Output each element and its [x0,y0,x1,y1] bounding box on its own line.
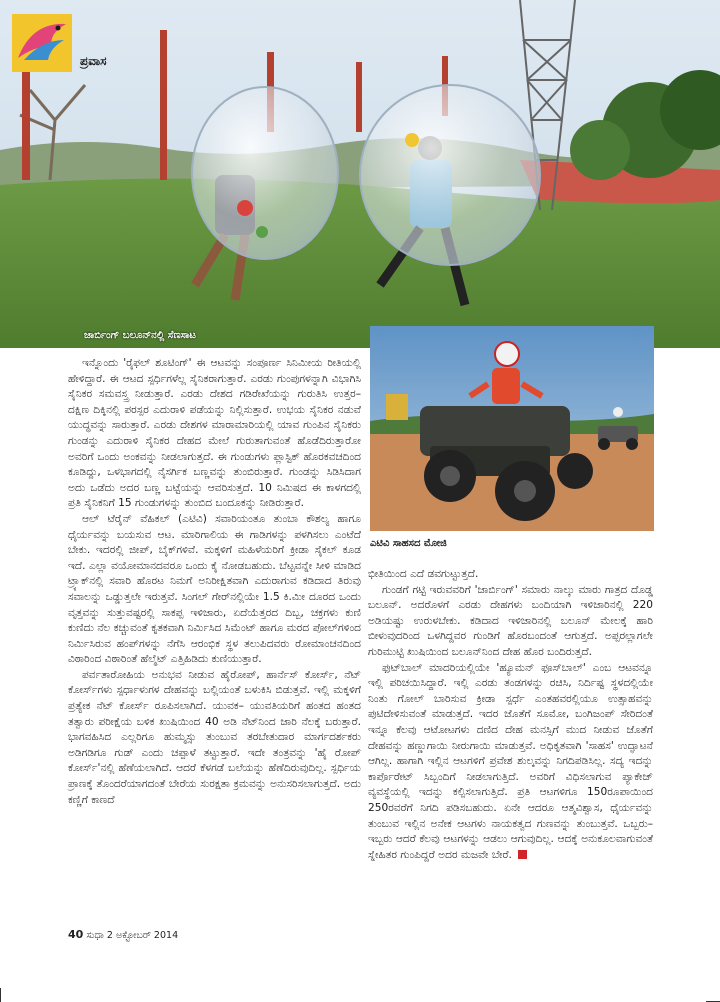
atv-photo [370,326,654,531]
zorbing-photo-art [0,0,720,348]
article-column-1 [68,356,361,808]
article-paragraph: ಪರ್ವತಾರೋಹಿಯ ಅನುಭವ ನೀಡುವ ಹೈರೋಪ್, ಹಾರ್ನೆಸ್ ಕೋರ್ಸ್, ನೆಟ್ ಕೋರ್ಸ್‌ಗಳು ಸ್ಪರ್ಧಾಳುಗಳ ದೇಹವನ್ನು ಬಲ್ಲಿಯಂತೆ ಬಳುಕಿಸಿ ಬಿಡುತ್ತವೆ. ಇಲ್ಲಿ ಮಕ್ಕಳಿಗೆ ಪ್ರತ್ಯೇಕ ನೆಟ್ ಕೋರ್ಸ್ ರೂಪಿಸಲಾಗಿದೆ. ಯುವಕ– ಯುವತಿಯರಿಗೆ ಹಂತದ ಹಂತದ ತತ್ವಾರು ಪರೀಕ್ಷೆಯ ಬಳಿಕ ಖುಷಿಯಿಂದ 40 ಅಡಿ ನೆಟ್‌ನಿಂದ ಜಾರಿ ನೆಲಕ್ಕೆ ಬರುತ್ತಾರೆ. ಭಾಗವಹಿಸಿದ ಎಲ್ಲರಿಗೂ ಹುಮ್ಮಸ್ಸು ತುಂಬುವ ತರಬೇತುದಾರ ಮಾರ್ಗದರ್ಶಕರು ಅಡಿಗಡಿಗೂ ಗುಡ್ ಎಂದು ಚಪ್ಪಾಳೆ ತಟ್ಟುತ್ತಾರೆ. ಇದೇ ತಂತ್ರವನ್ನು 'ಹೈ ರೋಪ್ ಕೋರ್ಸ್'ನಲ್ಲಿ ಹೆಣೆಯಲಾಗಿದೆ. ಆದರೆ ಕೆಳಗಡೆ ಬಲೆಯನ್ನು ಹೆಣೆದಿರುವುದಿಲ್ಲ. ಸ್ಪರ್ಧಿಯ ಪ್ರಾಣಕ್ಕೆ ತೊಂದರೆಯಾಗದಂತೆ ಬೇರೆಯ ಸುರಕ್ಷತಾ ಕ್ರಮವನ್ನು ಅನುಸರಿಸಲಾಗುತ್ತದೆ. ಅದು ಕಣ್ಣಿಗೆ ಕಾಣದೆ [68,668,361,806]
article-column-2 [368,567,653,863]
article-paragraph: ಗುಂಡಗೆ ಗಟ್ಟಿ ಇರುವವರಿಗೆ 'ಜಾರ್ಬಿಂಗ್' ಸಮಾರು ನಾಲ್ಕು ಮಾರು ಗಾತ್ರದ ದೊಡ್ಡ ಬಲೂನ್. ಅದರೊಳಗೆ ಎರಡು ದೇಹಗಳು ಬಂದಿಯಾಗಿ ಇಳಿಜಾರಿನಲ್ಲಿ 220 ಅಡಿಯಷ್ಟು ಉರುಳಬೇಕು. ಕಡಿದಾದ ಇಳಿಜಾರಿನಲ್ಲಿ ಬಲೂನ್ ಮೇಲಕ್ಕೆ ಹಾರಿ ಬೀಳುವುದರಿಂದ ಒಳಗಿದ್ದವರ ಗುಂಡಿಗೆ ಹೊರಬಂದಂತೆ ಆಗುತ್ತದೆ. ಅಪ್ಪರಲ್ಲಾಗಲೇ ಗುರಿಮುಟ್ಟಿ ಖುಷಿಯಿಂದ ಬಲೂನ್‌ನಿಂದ ದೇಹ ಹೊರ ಬಂದಿರುತ್ತದೆ. [368,583,653,658]
article-paragraph: ಇನ್ನೊಂದು 'ರೈಫಲ್ ಶೂಟಿಂಗ್' ಈ ಆಟವನ್ನು ಸಂಪೂರ್ಣ ಸಿನಿಮೀಯ ರೀತಿಯಲ್ಲಿ ಹೇಳಿದ್ದಾರೆ. ಈ ಆಟದ ಸ್ಪರ್ಧಿಗಳೆಲ್ಲ ಸೈನಿಕರಾಗುತ್ತಾರೆ. ಎರಡು ಗುಂಪುಗಳನ್ನಾಗಿ ವಿಭಾಗಿಸಿ ಸೈನಿಕರ ಸಮವಸ್ತ್ರ ನೀಡುತ್ತಾರೆ. ಎರಡು ದೇಶದ ಗಡಿರೇಖೆಯನ್ನು ಗುರುತಿಸಿ ಉತ್ತರ– ದಕ್ಷಿಣ ದಿಕ್ಕಿನಲ್ಲಿ ಪರಸ್ಪರ ಎದುರಾಳಿ ಪಡೆಯನ್ನು ನಿಲ್ಲಿಸುತ್ತಾರೆ. ಉಭಯ ಸೈನಿಕರ ನಡುವೆ ಯುದ್ಧವನ್ನು ಸಾರುತ್ತಾರೆ. ಎರಡು ದೇಶಗಳ ಮಾರಾಮಾರಿಯಲ್ಲಿ ಯಾವ ಗುಂಪಿನ ಸೈನಿಕರು ಗುಂಡನ್ನು ಎದುರಾಳಿ ಸೈನಿಕರ ದೇಹದ ಮೇಲೆ ಗುರುತಾಗುವಂತೆ ಹೊಡೆದಿರುತ್ತಾರೋ ಅವರಿಗೆ ಒಂದು ಅಂಕವನ್ನು ನೀಡಲಾಗುತ್ತದೆ. ಈ ಗುಂಡುಗಳು ಪ್ಲಾಸ್ಟಿಕ್ ಹೊರಕವಚದಿಂದ ಕೂಡಿದ್ದು, ಒಳಭಾಗದಲ್ಲಿ ನೈಸರ್ಗಿಕ ಬಣ್ಣವನ್ನು ತುಂಬಿರುತ್ತಾರೆ. ಗುಂಡನ್ನು ಸಿಡಿಸಿದಾಗ ಅದು ಒಡೆದು ಅದರ ಬಣ್ಣ ಬಟ್ಟೆಯನ್ನು ಆವರಿಸುತ್ತದೆ. 10 ನಿಮಿಷದ ಈ ಕಾಳಗದಲ್ಲಿ ಪ್ರತಿ ಸೈನಿಕನಿಗೆ 15 ಗುಂಡುಗಳನ್ನು ತುಂಬಿದ ಬಂದೂಕನ್ನು ನೀಡಿರುತ್ತಾರೆ. [68,357,361,510]
article-paragraph: ಆಲ್ ಟೆರೈನ್ ವೆಹಿಕಲ್ (ಎಟಿವಿ) ಸವಾರಿಯಂತೂ ತುಂಬಾ ಕೌಶಲ್ಯ ಹಾಗೂ ಧೈರ್ಯವನ್ನು ಬಯಸುವ ಆಟ. ಮಾರಿಗಾಲಿಯ ಈ ಗಾಡಿಗಳನ್ನು ಪಳಗಿಸಲು ಎಂಟೆದೆ ಬೇಕು. ಇದರಲ್ಲಿ ಜೀಪ್, ಬೈಕ್‌ಗಳಿವೆ. ಮಕ್ಕಳಿಗೆ ಮಹಿಳೆಯರಿಗೆ ಕ್ರೀಡಾ ಸೈಕಲ್ ಕೂಡ ಇದೆ. ಎಲ್ಲಾ ವಯೋಮಾನದವರೂ ಒಂದು ಕೈ ನೋಡಬಹುದು. ಬೆಟ್ಟವನ್ನೇ ಸೀಳಿ ಮಾಡಿದ ಟ್ರ್ಯಾಕ್‌ನಲ್ಲಿ ಸವಾರಿ ಹೊರಟ ನಿಮಗೆ ಅನಿರೀಕ್ಷಿತವಾಗಿ ಎದುರಾಗುವ ಕಡಿದಾದ ತಿರುವು ಸವಾಲನ್ನು ಒಡ್ಡುತ್ತಲೇ ಇರುತ್ತವೆ. ಸಿಂಗಲ್ ಗೇರ್‌ನಲ್ಲಿಯೇ 1.5 ಕಿ.ಮೀ ದೂರದ ಒಂದು ವೃತ್ತವನ್ನು ಸುತ್ತುವಷ್ಟರಲ್ಲಿ ಸಾಕಪ್ಪ ಇಳಿಜಾರು, ಏದೆಯೆತ್ತರದ ದಿಬ್ಬ, ಚಕ್ರಗಳು ಕುಣಿ ಕುಣಿದು ನೆಲ ಕಚ್ಚುವಂತೆ ಕೃತಕವಾಗಿ ನಿರ್ಮಿಸಿದ ಸಿಮೆಂಟ್ ಹಾಗೂ ಮರದ ಪೋಲ್‌ಗಳಿಂದ ನಿರ್ಮಿಸಿರುವ ಹಂಪ್‌ಗಳನ್ನು ನೆಗೆಸಿ ಆರಂಭಿಕ ಸ್ಥಳ ತಲುಪಿದವರು ರೋಮಾಂಚನದಿಂದ ವಿಠಾರಿಂದ ವಿಠಾರಿಂತೆ ಹೆಲ್ಮೆಟ್ ಎತ್ತಿಹಿಡಿದು ಕುಣಿಯುತ್ತಾರೆ. [68,512,361,666]
article-paragraph: ಭೀತಿಯಿಂದ ಎದೆ ಡವಗುಟ್ಟುತ್ತದೆ. [368,568,479,580]
crop-mark [0,988,1,1002]
issue-info: ಸುಧಾ 2 ಅಕ್ಟೋಬರ್ 2014 [86,930,179,941]
page-number: 40 [68,928,84,941]
zorbing-photo [0,0,720,348]
article-text: ಫುಟ್‌ಬಾಲ್ ಮಾದರಿಯಲ್ಲಿಯೇ 'ಹ್ಯೂಮನ್ ಫೂಸ್‌ಬಾಲ್' ಎಂಬ ಆಟವನ್ನೂ ಇಲ್ಲಿ ಪರಿಚಯಿಸಿದ್ದಾರೆ. ಇಲ್ಲಿ ಎರಡು ತಂಡಗಳನ್ನು ರಚಿಸಿ, ನಿರ್ದಿಷ್ಟ ಸ್ಥಳದಲ್ಲಿಯೇ ನಿಂತು ಗೋಲ್ ಬಾರಿಸುವ ಕ್ರೀಡಾ ಸ್ಪರ್ಧೆ ಎಂತಹವರಲ್ಲಿಯೂ ಉತ್ಸಾಹವನ್ನು ಪುಟಿದೇಳಿಸುವಂತೆ ಮಾಡುತ್ತದೆ. ಇದರ ಜೊತೆಗೆ ಸೂಮೋ, ಬಂಗಿಜಂಪ್ ಸೇರಿದಂತೆ ಇನ್ನೂ ಕೆಲವು ಆಟೋಟಗಳು ದಣಿದ ದೇಹ ಮನಸ್ಸಿಗೆ ಮುದ ನೀಡುವ ಜೊತೆಗೆ ದೇಹವನ್ನು ಹಣ್ಣುಗಾಯಿ ನೀರುಗಾಯಿ ಮಾಡುತ್ತವೆ. ಅಧಿಕೃತವಾಗಿ 'ಸಾಹಸ' ಉದ್ಘಾಟನೆ ಆಗಿಲ್ಲ. ಹಾಗಾಗಿ ಇಲ್ಲಿನ ಆಟಗಳಿಗೆ ಪ್ರವೇಶ ಶುಲ್ಕವನ್ನು ನಿಗದಿಪಡಿಸಿಲ್ಲ. ಸದ್ಯ ಇದನ್ನು ಕಾರ್ಪೊರೇಟ್ ಸಿಬ್ಬಂದಿಗೆ ನೀಡಲಾಗುತ್ತಿದೆ. ಅವರಿಗೆ ವಿಧಿಸಲಾಗುವ ಪ್ಯಾಕೇಜ್ ವ್ಯವಸ್ಥೆಯಲ್ಲಿ ಇದನ್ನು ಕಲ್ಪಿಸಲಾಗುತ್ತಿದೆ. ಪ್ರತಿ ಆಟಗಳಿಗೂ 150ರೂಪಾಯಿಂದ 250ರವರೆಗೆ ನಿಗದಿ ಪಡಿಸಬಹುದು. ಏನೇ ಆದರೂ ಆತ್ಮವಿಶ್ವಾಸ, ಧೈರ್ಯವನ್ನು ತುಂಬುವ ಇಲ್ಲಿನ ಅನೇಕ ಆಟಗಳು ನಾಯಕತ್ವದ ಗುಣವನ್ನು ತುಂಬುತ್ತವೆ. ಒಬ್ಬರು–ಇಬ್ಬರು ಆದರೆ ಕೆಲವು ಆಟಗಳನ್ನು ಆಡಲು ಆಗುವುದಿಲ್ಲ. ಆದಕ್ಕೆ ಅನುಕೂಲವಾಗುವಂತೆ ಸ್ನೇಹಿತರ ಗುಂಪಿದ್ದರೆ ಅದರ ಮಜವೇ ಬೇರೆ. [368,661,653,861]
bird-logo-icon [12,14,72,72]
atv-photo-art [370,326,654,531]
page-footer [68,928,178,941]
end-of-article-mark [518,850,527,859]
zorbing-photo-caption: ಜಾರ್ಬಿಂಗ್ ಬಲೂನ್‌ನಲ್ಲಿ ಸೆಣಸಾಟ [84,330,196,341]
article-paragraph-last [368,661,653,864]
section-tag: ಪ್ರವಾಸ [80,54,107,68]
atv-photo-caption: ಎಟಿವಿ ಸಾಹಸದ ಮೋಜಿ [370,538,447,549]
